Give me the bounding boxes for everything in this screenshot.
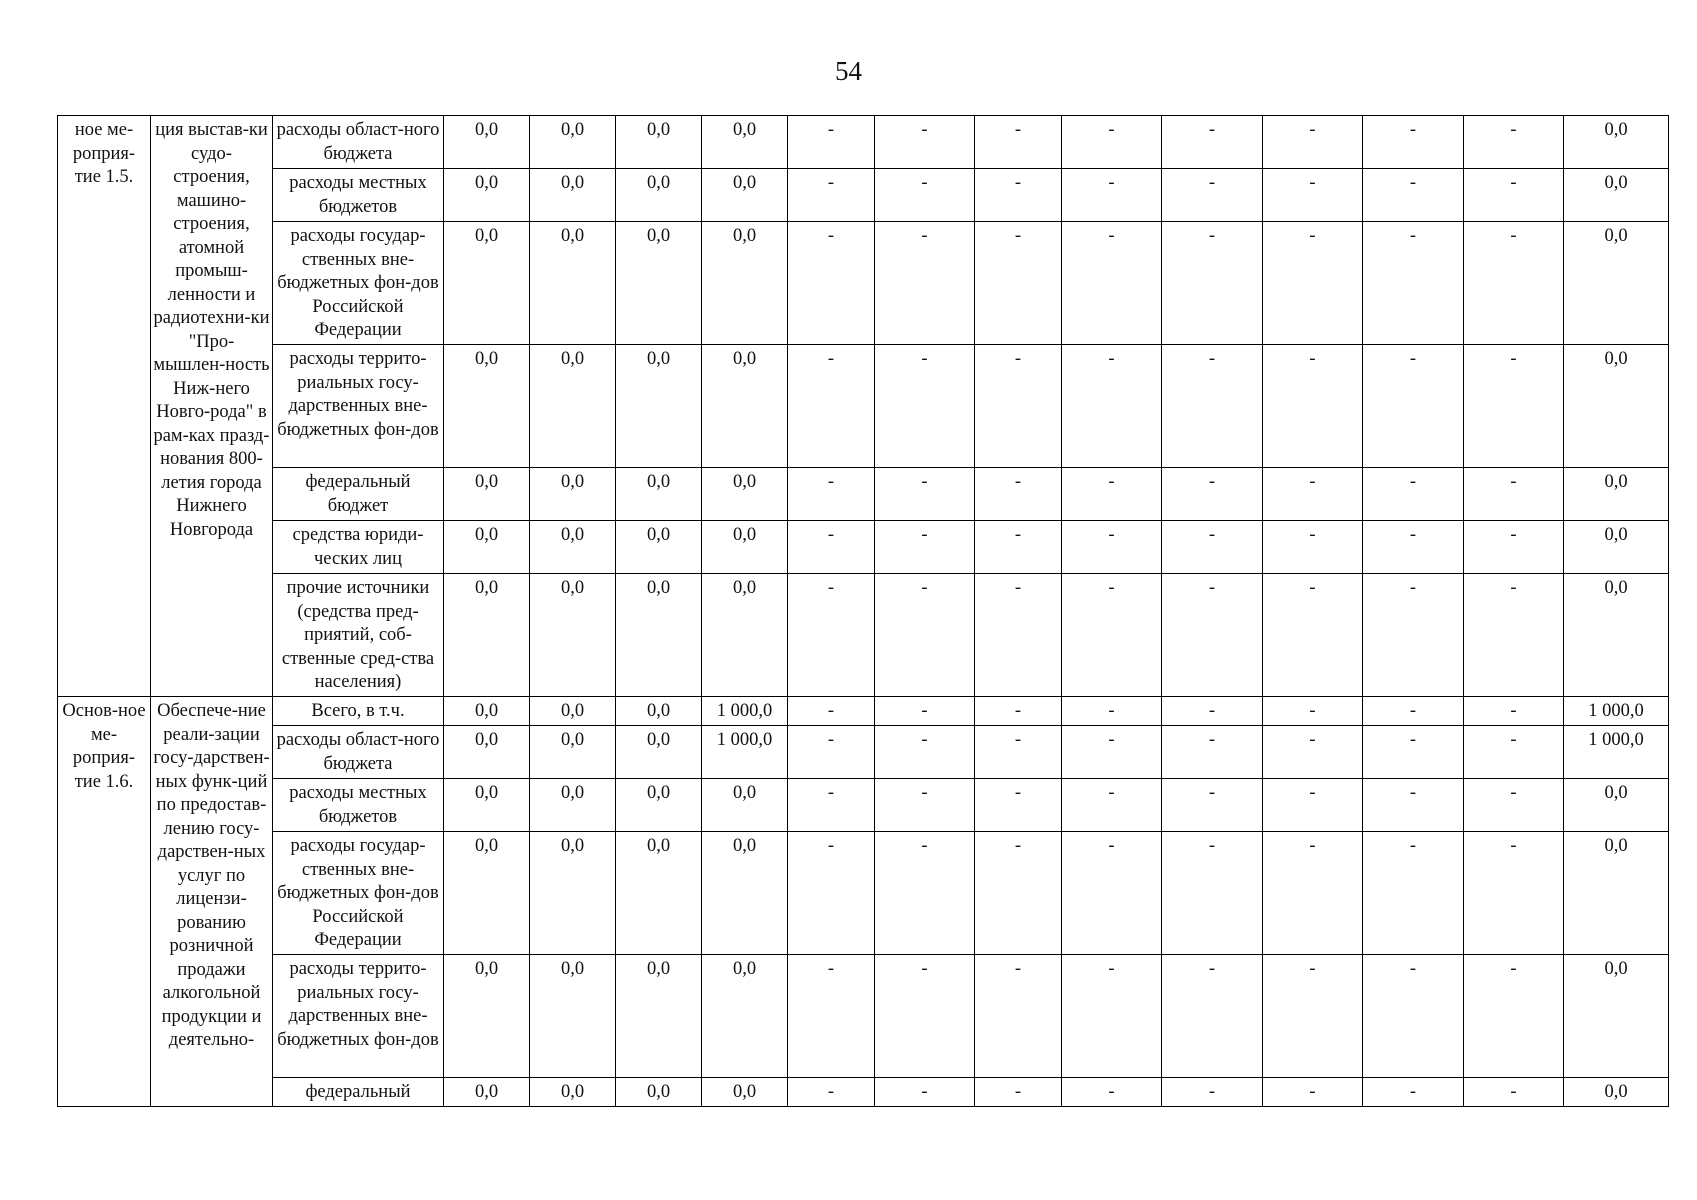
value-cell: - bbox=[1062, 779, 1162, 832]
value-cell: - bbox=[788, 116, 875, 169]
value-cell: - bbox=[875, 697, 975, 726]
value-cell: - bbox=[1162, 116, 1263, 169]
value-cell: - bbox=[975, 468, 1062, 521]
value-cell: - bbox=[788, 345, 875, 468]
value-cell: - bbox=[875, 222, 975, 345]
value-cell: 0,0 bbox=[616, 345, 702, 468]
value-cell: - bbox=[1162, 726, 1263, 779]
value-cell: 0,0 bbox=[530, 521, 616, 574]
total-value-cell: 0,0 bbox=[1564, 574, 1669, 697]
measure-code-cell: ное ме-роприя-тие 1.5. bbox=[58, 116, 151, 697]
value-cell: 0,0 bbox=[530, 222, 616, 345]
value-cell: 0,0 bbox=[616, 521, 702, 574]
value-cell: - bbox=[1363, 955, 1464, 1078]
value-cell: - bbox=[1162, 468, 1263, 521]
value-cell: 0,0 bbox=[444, 832, 530, 955]
value-cell: - bbox=[875, 832, 975, 955]
value-cell: 0,0 bbox=[702, 955, 788, 1078]
value-cell: - bbox=[1062, 574, 1162, 697]
value-cell: 0,0 bbox=[530, 116, 616, 169]
value-cell: - bbox=[975, 779, 1062, 832]
value-cell: - bbox=[1162, 222, 1263, 345]
value-cell: - bbox=[788, 697, 875, 726]
total-value-cell: 0,0 bbox=[1564, 779, 1669, 832]
value-cell: 0,0 bbox=[530, 468, 616, 521]
value-cell: - bbox=[875, 116, 975, 169]
value-cell: - bbox=[1162, 169, 1263, 222]
table-row bbox=[58, 521, 1669, 574]
value-cell: - bbox=[1464, 116, 1564, 169]
value-cell: - bbox=[1464, 222, 1564, 345]
total-value-cell: 0,0 bbox=[1564, 1078, 1669, 1107]
total-value-cell: 0,0 bbox=[1564, 169, 1669, 222]
value-cell: - bbox=[1062, 468, 1162, 521]
value-cell: - bbox=[1464, 697, 1564, 726]
value-cell: - bbox=[975, 345, 1062, 468]
value-cell: 0,0 bbox=[444, 468, 530, 521]
funding-source-cell: расходы государ-ственных вне-бюджетных фон-дов Российской Федерации bbox=[273, 832, 444, 955]
value-cell: - bbox=[1363, 468, 1464, 521]
total-value-cell: 1 000,0 bbox=[1564, 726, 1669, 779]
table-row bbox=[58, 468, 1669, 521]
value-cell: - bbox=[1363, 726, 1464, 779]
value-cell: - bbox=[1263, 726, 1363, 779]
funding-source-cell: расходы област-ного бюджета bbox=[273, 726, 444, 779]
value-cell: - bbox=[1062, 345, 1162, 468]
value-cell: - bbox=[1363, 169, 1464, 222]
value-cell: 0,0 bbox=[702, 1078, 788, 1107]
value-cell: 0,0 bbox=[444, 521, 530, 574]
value-cell: 0,0 bbox=[702, 574, 788, 697]
value-cell: - bbox=[1062, 726, 1162, 779]
funding-source-cell: расходы област-ного бюджета bbox=[273, 116, 444, 169]
total-value-cell: 0,0 bbox=[1564, 832, 1669, 955]
value-cell: - bbox=[975, 574, 1062, 697]
value-cell: 0,0 bbox=[444, 169, 530, 222]
table-row bbox=[58, 697, 1669, 726]
table-row bbox=[58, 832, 1669, 955]
total-value-cell: 1 000,0 bbox=[1564, 697, 1669, 726]
value-cell: - bbox=[1263, 345, 1363, 468]
value-cell: 0,0 bbox=[444, 697, 530, 726]
value-cell: 0,0 bbox=[530, 697, 616, 726]
value-cell: - bbox=[1464, 169, 1564, 222]
value-cell: - bbox=[875, 574, 975, 697]
table-row bbox=[58, 779, 1669, 832]
value-cell: - bbox=[1263, 697, 1363, 726]
value-cell: - bbox=[975, 697, 1062, 726]
table-row bbox=[58, 955, 1669, 1078]
value-cell: - bbox=[788, 955, 875, 1078]
value-cell: - bbox=[1363, 574, 1464, 697]
value-cell: - bbox=[1162, 574, 1263, 697]
value-cell: - bbox=[875, 468, 975, 521]
value-cell: 0,0 bbox=[616, 697, 702, 726]
value-cell: - bbox=[1162, 521, 1263, 574]
total-value-cell: 0,0 bbox=[1564, 468, 1669, 521]
value-cell: - bbox=[1363, 832, 1464, 955]
page-number: 54 bbox=[835, 56, 862, 86]
value-cell: - bbox=[1363, 779, 1464, 832]
value-cell: - bbox=[975, 222, 1062, 345]
value-cell: - bbox=[1263, 955, 1363, 1078]
value-cell: - bbox=[1062, 832, 1162, 955]
value-cell: - bbox=[1263, 116, 1363, 169]
value-cell: - bbox=[1363, 116, 1464, 169]
value-cell: 0,0 bbox=[530, 1078, 616, 1107]
value-cell: 0,0 bbox=[702, 116, 788, 169]
value-cell: - bbox=[788, 574, 875, 697]
value-cell: 0,0 bbox=[702, 468, 788, 521]
funding-source-cell: средства юриди-ческих лиц bbox=[273, 521, 444, 574]
value-cell: - bbox=[1263, 169, 1363, 222]
value-cell: - bbox=[1263, 1078, 1363, 1107]
value-cell: - bbox=[875, 1078, 975, 1107]
table-row bbox=[58, 345, 1669, 468]
value-cell: 0,0 bbox=[616, 116, 702, 169]
value-cell: 0,0 bbox=[444, 116, 530, 169]
value-cell: 0,0 bbox=[702, 779, 788, 832]
total-value-cell: 0,0 bbox=[1564, 955, 1669, 1078]
funding-source-cell: прочие источники (средства пред-приятий, соб-ственные сред-ства населения) bbox=[273, 574, 444, 697]
value-cell: - bbox=[975, 726, 1062, 779]
value-cell: - bbox=[1263, 574, 1363, 697]
measure-name-cell: ция выстав-ки судо-строения, машино-строения, атомной промыш-ленности и радиотехни-ки "Про-мышлен-ность Ниж-него Новго-рода" в рам-ках празд-нования 800-летия города Нижнего Новгорода bbox=[151, 116, 273, 697]
value-cell: - bbox=[1464, 955, 1564, 1078]
value-cell: - bbox=[1263, 779, 1363, 832]
value-cell: 0,0 bbox=[530, 345, 616, 468]
value-cell: - bbox=[788, 832, 875, 955]
value-cell: - bbox=[1162, 779, 1263, 832]
value-cell: 0,0 bbox=[616, 574, 702, 697]
value-cell: - bbox=[1062, 116, 1162, 169]
value-cell: - bbox=[1162, 697, 1263, 726]
value-cell: - bbox=[1363, 521, 1464, 574]
value-cell: 0,0 bbox=[616, 468, 702, 521]
value-cell: - bbox=[975, 116, 1062, 169]
measure-name-cell: Обеспече-ние реали-зации госу-дарствен-ных функ-ций по предостав-лению госу-дарствен-ных услуг по лицензи-рованию розничной продажи алкогольной продукции и деятельно- bbox=[151, 697, 273, 1107]
value-cell: 0,0 bbox=[616, 832, 702, 955]
table-row bbox=[58, 116, 1669, 169]
value-cell: - bbox=[975, 955, 1062, 1078]
value-cell: 0,0 bbox=[530, 832, 616, 955]
table-row bbox=[58, 1078, 1669, 1107]
value-cell: - bbox=[788, 779, 875, 832]
value-cell: - bbox=[1464, 468, 1564, 521]
funding-source-cell: расходы местных бюджетов bbox=[273, 169, 444, 222]
table-row bbox=[58, 726, 1669, 779]
value-cell: - bbox=[788, 726, 875, 779]
value-cell: 0,0 bbox=[530, 779, 616, 832]
total-value-cell: 0,0 bbox=[1564, 222, 1669, 345]
value-cell: 0,0 bbox=[530, 169, 616, 222]
value-cell: - bbox=[1263, 222, 1363, 345]
funding-source-cell: расходы террито-риальных госу-дарственных вне-бюджетных фон-дов bbox=[273, 955, 444, 1078]
value-cell: - bbox=[1363, 697, 1464, 726]
value-cell: - bbox=[1062, 1078, 1162, 1107]
value-cell: 0,0 bbox=[702, 169, 788, 222]
value-cell: - bbox=[1162, 345, 1263, 468]
value-cell: 0,0 bbox=[702, 832, 788, 955]
value-cell: 0,0 bbox=[444, 726, 530, 779]
value-cell: - bbox=[1062, 521, 1162, 574]
value-cell: 0,0 bbox=[616, 222, 702, 345]
value-cell: - bbox=[1464, 345, 1564, 468]
value-cell: - bbox=[975, 169, 1062, 222]
value-cell: - bbox=[788, 521, 875, 574]
funding-source-cell: федеральный bbox=[273, 1078, 444, 1107]
value-cell: - bbox=[975, 521, 1062, 574]
value-cell: - bbox=[1062, 955, 1162, 1078]
budget-table bbox=[57, 115, 1669, 1107]
value-cell: - bbox=[788, 169, 875, 222]
value-cell: 0,0 bbox=[444, 574, 530, 697]
value-cell: - bbox=[875, 169, 975, 222]
value-cell: - bbox=[875, 779, 975, 832]
value-cell: - bbox=[1062, 169, 1162, 222]
value-cell: 0,0 bbox=[616, 169, 702, 222]
value-cell: 0,0 bbox=[444, 1078, 530, 1107]
value-cell: - bbox=[1363, 1078, 1464, 1107]
table-row bbox=[58, 169, 1669, 222]
value-cell: - bbox=[1464, 726, 1564, 779]
funding-source-cell: Всего, в т.ч. bbox=[273, 697, 444, 726]
value-cell: 0,0 bbox=[702, 222, 788, 345]
table-row bbox=[58, 222, 1669, 345]
value-cell: 0,0 bbox=[444, 345, 530, 468]
value-cell: 0,0 bbox=[616, 955, 702, 1078]
funding-source-cell: расходы государ-ственных вне-бюджетных фон-дов Российской Федерации bbox=[273, 222, 444, 345]
value-cell: 1 000,0 bbox=[702, 697, 788, 726]
value-cell: 0,0 bbox=[616, 1078, 702, 1107]
value-cell: - bbox=[1464, 1078, 1564, 1107]
value-cell: 1 000,0 bbox=[702, 726, 788, 779]
value-cell: - bbox=[875, 345, 975, 468]
value-cell: - bbox=[1464, 832, 1564, 955]
value-cell: - bbox=[875, 521, 975, 574]
value-cell: - bbox=[875, 955, 975, 1078]
funding-source-cell: расходы террито-риальных госу-дарственных вне-бюджетных фон-дов bbox=[273, 345, 444, 468]
value-cell: - bbox=[1062, 697, 1162, 726]
total-value-cell: 0,0 bbox=[1564, 116, 1669, 169]
table-body bbox=[58, 116, 1669, 1107]
value-cell: - bbox=[975, 1078, 1062, 1107]
value-cell: - bbox=[1162, 1078, 1263, 1107]
value-cell: - bbox=[788, 222, 875, 345]
value-cell: - bbox=[1363, 345, 1464, 468]
value-cell: - bbox=[1464, 779, 1564, 832]
value-cell: 0,0 bbox=[444, 779, 530, 832]
funding-source-cell: федеральный бюджет bbox=[273, 468, 444, 521]
value-cell: - bbox=[1062, 222, 1162, 345]
value-cell: - bbox=[1464, 574, 1564, 697]
value-cell: - bbox=[1162, 955, 1263, 1078]
value-cell: - bbox=[788, 468, 875, 521]
value-cell: 0,0 bbox=[444, 955, 530, 1078]
total-value-cell: 0,0 bbox=[1564, 521, 1669, 574]
value-cell: - bbox=[875, 726, 975, 779]
value-cell: - bbox=[1263, 521, 1363, 574]
value-cell: 0,0 bbox=[702, 345, 788, 468]
value-cell: 0,0 bbox=[616, 726, 702, 779]
value-cell: 0,0 bbox=[616, 779, 702, 832]
value-cell: - bbox=[1263, 832, 1363, 955]
total-value-cell: 0,0 bbox=[1564, 345, 1669, 468]
value-cell: - bbox=[1464, 521, 1564, 574]
value-cell: 0,0 bbox=[530, 955, 616, 1078]
table-row bbox=[58, 574, 1669, 697]
measure-code-cell: Основ-ное ме-роприя-тие 1.6. bbox=[58, 697, 151, 1107]
value-cell: - bbox=[1162, 832, 1263, 955]
value-cell: 0,0 bbox=[444, 222, 530, 345]
value-cell: - bbox=[1363, 222, 1464, 345]
value-cell: - bbox=[788, 1078, 875, 1107]
value-cell: - bbox=[1263, 468, 1363, 521]
funding-source-cell: расходы местных бюджетов bbox=[273, 779, 444, 832]
value-cell: - bbox=[975, 832, 1062, 955]
value-cell: 0,0 bbox=[530, 726, 616, 779]
value-cell: 0,0 bbox=[530, 574, 616, 697]
value-cell: 0,0 bbox=[702, 521, 788, 574]
